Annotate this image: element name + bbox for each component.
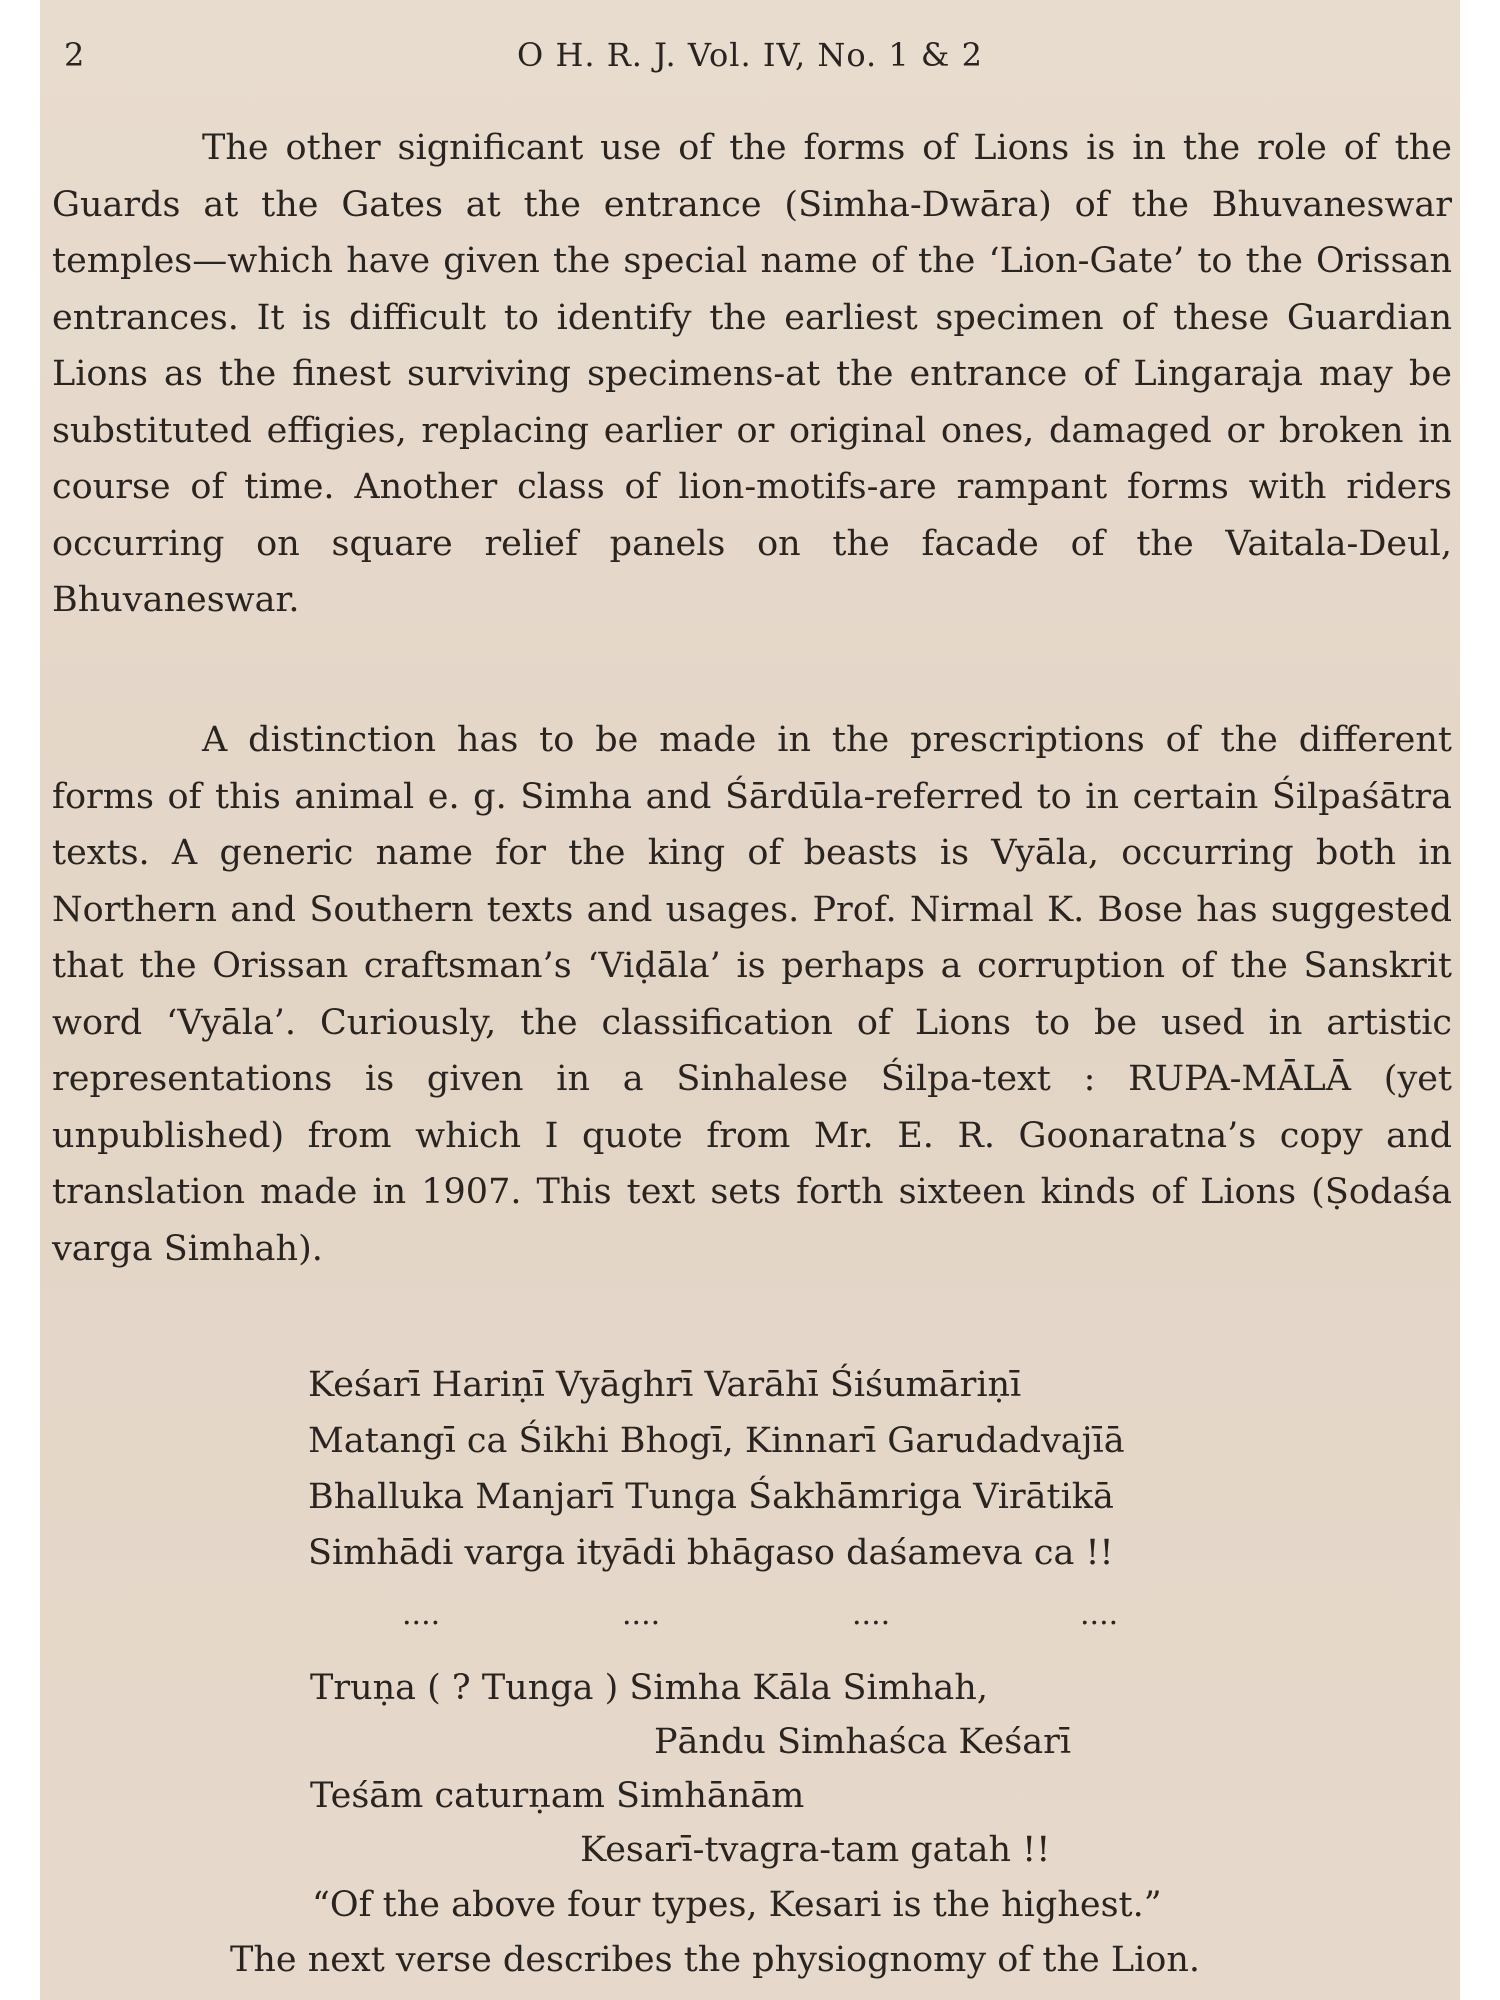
paragraph-guardian-lions bbox=[52, 120, 1452, 629]
running-head: O H. R. J. Vol. IV, No. 1 & 2 bbox=[517, 36, 983, 74]
verse-line: Pāndu Simhaśca Keśarī bbox=[654, 1722, 1072, 1762]
page-number: 2 bbox=[64, 36, 86, 74]
paragraph-lion-classification bbox=[52, 712, 1452, 1277]
verse-line: Keśarī Hariṇī Vyāghrī Varāhī Śiśumāriṇī bbox=[308, 1365, 1022, 1405]
closing-line: The next verse describes the physiognomy of the Lion. bbox=[230, 1940, 1201, 1980]
verse-line: Truṇa ( ? Tunga ) Simha Kāla Simhah, bbox=[310, 1668, 988, 1708]
verse-ellipsis bbox=[40, 1597, 1460, 1637]
page-header bbox=[40, 30, 1460, 80]
paragraph-text: The other significant use of the forms of Lions is in the role of the Guards at the Gates at the entrance (Simha-Dwāra) of the Bhuvaneswar temples—which have given the special name of the ‘Lion-Gate’ to the Orissan entrances. It is difficult to identify the earliest specimen of these Guardian Lions as the finest surviving specimens-at the entrance of Lingaraja may be substituted effigies, replacing earlier or original ones, damaged or broken in course of time. Another class of lion-motifs-are rampant forms with riders occurring on square relief panels on the facade of the Vaitala-Deul, Bhuvaneswar. bbox=[52, 128, 1452, 620]
ellipsis-mark: .... bbox=[1080, 1597, 1119, 1632]
book-page bbox=[40, 0, 1460, 2000]
ellipsis-mark: .... bbox=[852, 1597, 891, 1632]
verse-line: Kesarī-tvagra-tam gatah !! bbox=[580, 1830, 1051, 1870]
verse-line: Bhalluka Manjarī Tunga Śakhāmriga Virātikā bbox=[308, 1477, 1114, 1517]
ellipsis-mark: .... bbox=[622, 1597, 661, 1632]
ellipsis-mark: .... bbox=[402, 1597, 441, 1632]
verse-line: Matangī ca Śikhi Bhogī, Kinnarī Garudadvajīā bbox=[308, 1421, 1125, 1461]
verse-translation: “Of the above four types, Kesari is the highest.” bbox=[312, 1885, 1162, 1925]
paragraph-text: A distinction has to be made in the prescriptions of the different forms of this animal e. g. Simha and Śārdūla-referred to in certain Śilpaśātra texts. A generic name for the king of beasts is Vyāla, occurring both in Northern and Southern texts and usages. Prof. Nirmal K. Bose has suggested that the Orissan craftsman’s ‘Viḍāla’ is perhaps a corruption of the Sanskrit word ‘Vyāla’. Curiously, the classification of Lions to be used in artistic representations is given in a Sinhalese Śilpa-text : RUPA-MĀLĀ (yet unpublished) from which I quote from Mr. E. R. Goonaratna’s copy and translation made in 1907. This text sets forth sixteen kinds of Lions (Ṣodaśa varga Simhah). bbox=[52, 720, 1452, 1269]
verse-line: Teśām caturṇam Simhānām bbox=[310, 1776, 805, 1816]
verse-line: Simhādi varga ityādi bhāgaso daśameva ca !! bbox=[308, 1533, 1114, 1573]
